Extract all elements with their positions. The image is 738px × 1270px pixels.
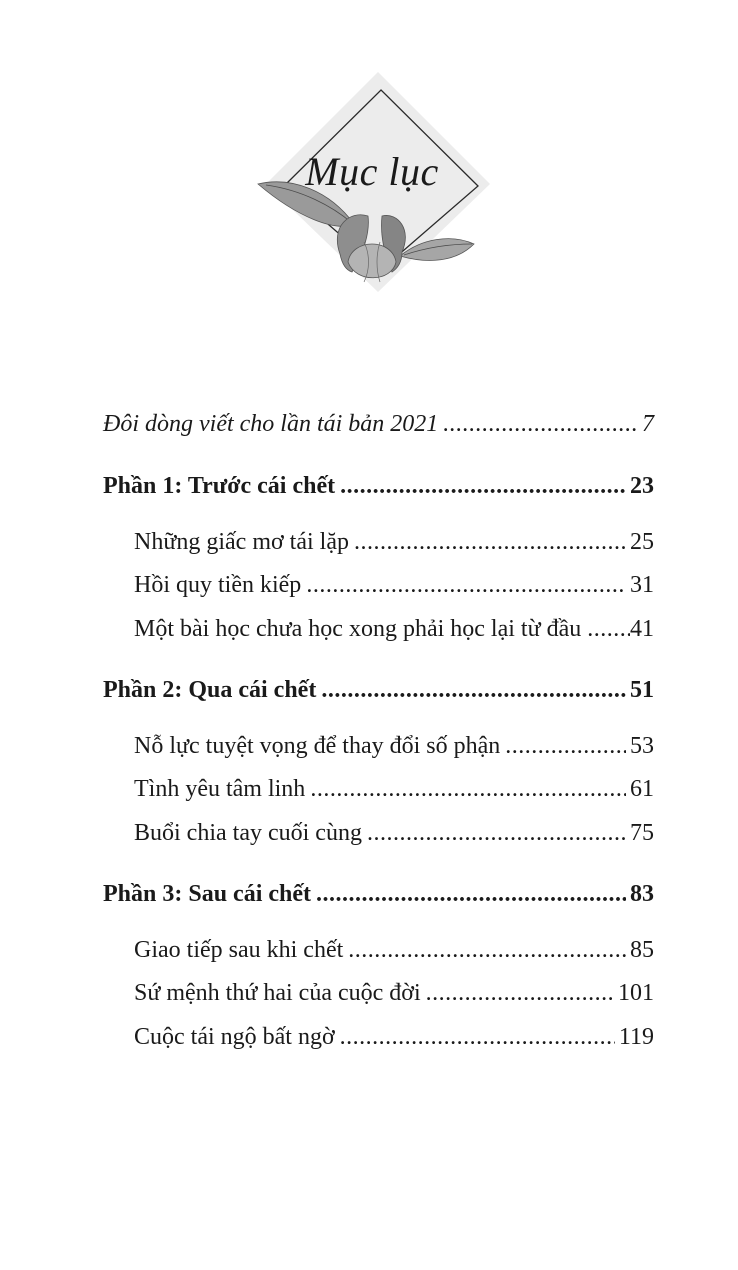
dot-leader bbox=[348, 935, 626, 965]
toc-part-title: Phần 3: Sau cái chết bbox=[103, 881, 312, 907]
toc-page-number: 25 bbox=[630, 529, 654, 555]
toc-entry-preface[interactable] bbox=[103, 409, 654, 439]
toc-entry[interactable] bbox=[134, 527, 654, 557]
toc-entry[interactable] bbox=[134, 1022, 654, 1052]
dot-leader bbox=[340, 1022, 615, 1052]
toc-page-number: 7 bbox=[642, 411, 654, 437]
toc-page-number: 23 bbox=[630, 473, 654, 499]
dot-leader bbox=[306, 570, 626, 600]
dot-leader bbox=[340, 471, 626, 501]
dot-leader bbox=[587, 614, 630, 644]
toc-entry-title: Giao tiếp sau khi chết bbox=[134, 937, 344, 963]
toc-page-number: 51 bbox=[630, 677, 654, 703]
toc-page-number: 101 bbox=[618, 980, 654, 1006]
toc-entry-title: Một bài học chưa học xong phải học lại từ đầu bbox=[134, 616, 582, 642]
toc-entry-title: Đôi dòng viết cho lần tái bản 2021 bbox=[103, 411, 439, 437]
toc-page-number: 41 bbox=[630, 616, 654, 642]
toc-entry[interactable] bbox=[134, 978, 654, 1008]
dot-leader bbox=[505, 731, 626, 761]
toc-page-number: 85 bbox=[630, 937, 654, 963]
toc-entry-title: Nỗ lực tuyệt vọng để thay đổi số phận bbox=[134, 733, 501, 759]
toc-page-number: 53 bbox=[630, 733, 654, 759]
dot-leader bbox=[310, 774, 626, 804]
toc-entry-title: Buổi chia tay cuối cùng bbox=[134, 820, 362, 846]
toc-page-number: 119 bbox=[618, 1024, 654, 1050]
dot-leader bbox=[354, 527, 626, 557]
toc-entry-title: Hồi quy tiền kiếp bbox=[134, 572, 302, 598]
toc-page-number: 31 bbox=[630, 572, 654, 598]
dot-leader bbox=[321, 675, 626, 705]
toc-page-number: 61 bbox=[630, 776, 654, 802]
toc-entry-title: Cuộc tái ngộ bất ngờ bbox=[134, 1024, 335, 1050]
toc-entry-title: Tình yêu tâm linh bbox=[134, 776, 306, 802]
toc-part-title: Phần 1: Trước cái chết bbox=[103, 473, 336, 499]
toc-page-number: 83 bbox=[630, 881, 654, 907]
toc-entry[interactable] bbox=[134, 935, 654, 965]
dot-leader bbox=[443, 409, 638, 439]
toc-part-title: Phần 2: Qua cái chết bbox=[103, 677, 317, 703]
toc-entry-title: Những giấc mơ tái lặp bbox=[134, 529, 349, 555]
toc-entry[interactable] bbox=[134, 818, 654, 848]
toc-part-1[interactable] bbox=[103, 471, 654, 501]
toc-entry[interactable] bbox=[134, 774, 654, 804]
toc-entry[interactable] bbox=[134, 731, 654, 761]
dot-leader bbox=[367, 818, 626, 848]
toc-entry[interactable] bbox=[134, 570, 654, 600]
toc-page-number: 75 bbox=[630, 820, 654, 846]
toc-entry[interactable] bbox=[134, 614, 654, 644]
dot-leader bbox=[426, 978, 614, 1008]
toc-emblem bbox=[252, 66, 492, 298]
page-title: Mục lục bbox=[305, 149, 439, 194]
dot-leader bbox=[316, 879, 626, 909]
toc-entry-title: Sứ mệnh thứ hai của cuộc đời bbox=[134, 980, 421, 1006]
toc-part-3[interactable] bbox=[103, 879, 654, 909]
toc-part-2[interactable] bbox=[103, 675, 654, 705]
